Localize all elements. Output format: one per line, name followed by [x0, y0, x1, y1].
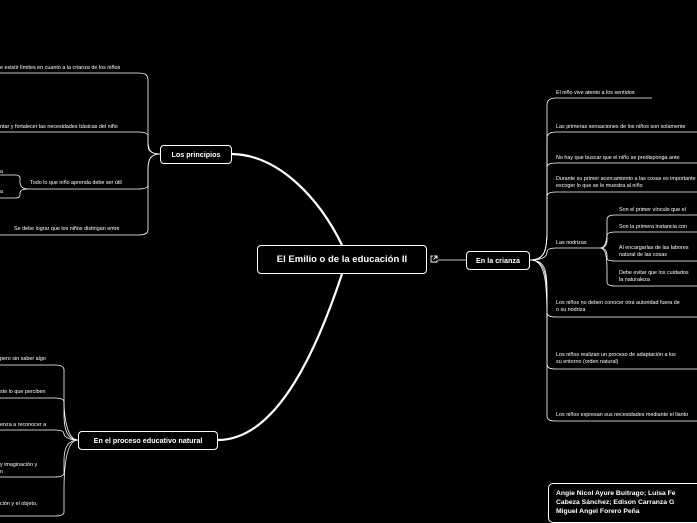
proceso-item-1[interactable]: pero sin saber algo: [0, 356, 46, 362]
principios-item-4[interactable]: Se debe lograr que los niños distingan entre: [14, 226, 120, 232]
crianza-item-6-line2: o su nodriza: [556, 307, 586, 313]
crianza-item-7-line1: Los niños realizan un proceso de adaptación a los: [556, 352, 676, 358]
crianza-item-nodrizas[interactable]: Las nodrizas: [556, 240, 587, 246]
branch-proceso-educativo[interactable]: En el proceso educativo natural: [78, 431, 218, 450]
nodrizas-item-3-line2: natural de las cosas: [619, 252, 667, 258]
nodrizas-item-2[interactable]: Son la primera instancia con: [619, 224, 688, 230]
nodrizas-item-3-line1: Al encargarlas de las labores: [619, 245, 689, 251]
crianza-item-3[interactable]: No hay que buscar que el niño se predisponga ante: [556, 155, 680, 161]
crianza-item-7[interactable]: [556, 352, 676, 366]
proceso-item-4-line1: y imaginación y: [0, 462, 38, 468]
principios-item-3[interactable]: Todo lo que niño aprenda debe ser útil: [30, 180, 122, 186]
principios-item-1[interactable]: e existir límites en cuanto a la crianza de los niños: [0, 65, 121, 71]
crianza-item-8[interactable]: Los niños expresan sus necesidades mediante el llanto: [556, 412, 689, 418]
crianza-item-6-line1: Los niños no deben conocer otra autoridad fuera de: [556, 300, 680, 306]
nodrizas-item-4[interactable]: [619, 270, 689, 284]
crianza-item-7-line2: su entorno (orden natural): [556, 359, 619, 365]
authors-note[interactable]: [548, 483, 697, 523]
crianza-item-4[interactable]: [556, 176, 696, 190]
crianza-item-1[interactable]: El niño vive atento a los sentidos: [556, 90, 635, 96]
nodrizas-item-4-line1: Debe evitar que los cuidados: [619, 270, 689, 276]
nodrizas-item-3[interactable]: [619, 245, 689, 259]
proceso-item-2[interactable]: ste lo que perciben: [0, 389, 46, 395]
crianza-item-6[interactable]: [556, 300, 680, 314]
proceso-item-4-line2: n: [0, 469, 3, 475]
external-link-icon[interactable]: [430, 255, 438, 263]
proceso-item-5[interactable]: ción y el objeto,: [0, 501, 38, 507]
proceso-item-3[interactable]: enza a reconocer a: [0, 422, 47, 428]
principios-subitem-2[interactable]: a: [0, 189, 3, 195]
crianza-item-4-line1: Durante su primer acercamiento a las cosas es importante: [556, 176, 696, 182]
principios-item-2[interactable]: ntar y fortalecer las necesidades básicas del niño: [0, 124, 118, 130]
principios-subitem-1[interactable]: a: [0, 169, 3, 175]
nodrizas-item-4-line2: la naturaleza: [619, 277, 650, 283]
crianza-item-2[interactable]: Las primeras sensaciones de los niños son solamente: [556, 124, 686, 130]
authors-line-2: Cabeza Sánchez; Edison Carranza G: [556, 499, 675, 506]
authors-line-1: Angie Nicol Ayure Buitrago; Luisa Fe: [556, 490, 676, 497]
branch-en-la-crianza[interactable]: En la crianza: [466, 251, 530, 270]
proceso-item-4[interactable]: [0, 462, 37, 476]
crianza-item-4-line2: escoger lo que se le muestra al niño: [556, 183, 643, 189]
nodrizas-item-1[interactable]: Son el primer vínculo que el: [619, 207, 686, 213]
central-topic[interactable]: El Emilio o de la educación II: [257, 245, 427, 274]
authors-line-3: Miguel Angel Forero Peña: [556, 508, 640, 515]
branch-los-principios[interactable]: Los principios: [160, 145, 232, 164]
